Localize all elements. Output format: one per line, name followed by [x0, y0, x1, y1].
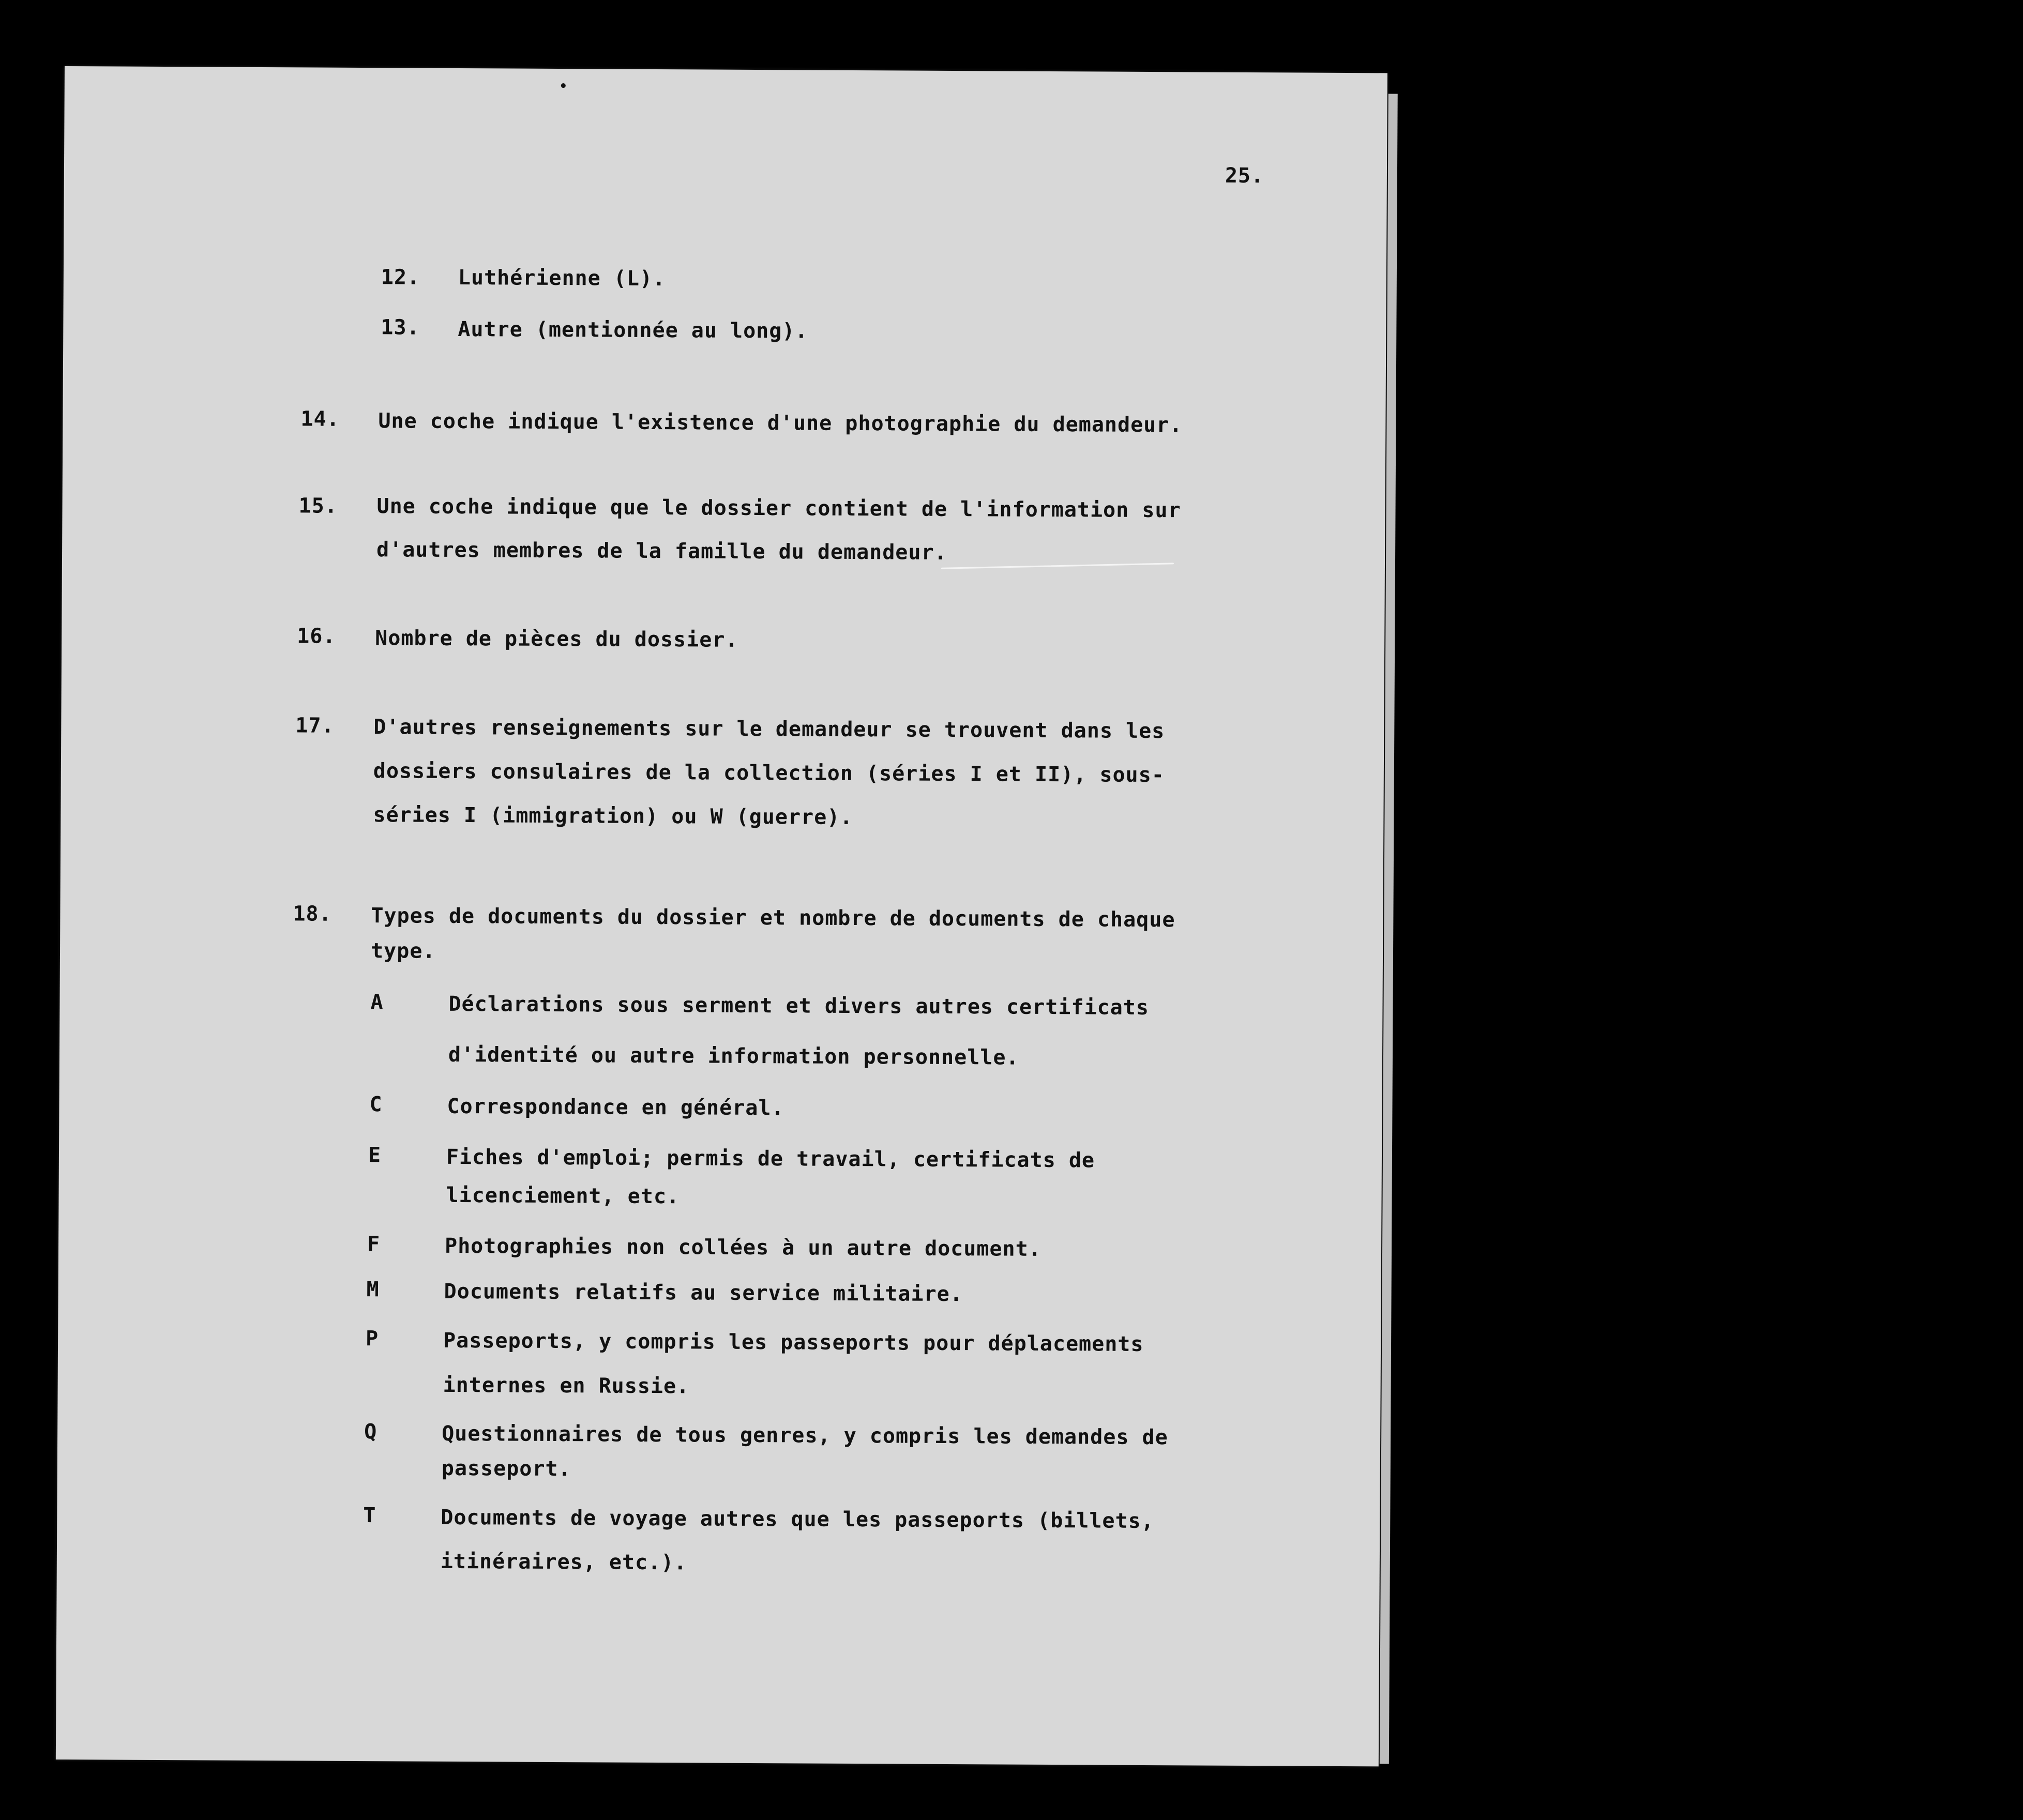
doc-type-text-a-line1: Déclarations sous serment et divers autres certificats	[448, 992, 1150, 1020]
item-text-17-line1: D'autres renseignements sur le demandeur se trouvent dans les	[373, 715, 1165, 744]
doc-type-text-t-line1: Documents de voyage autres que les passeports (billets,	[441, 1505, 1154, 1534]
doc-type-code-a: A	[370, 990, 384, 1014]
item-number-16: 16.	[297, 624, 336, 648]
page-number: 25.	[1225, 163, 1264, 188]
doc-type-text-p-line1: Passeports, y compris les passeports pour déplacements	[443, 1328, 1144, 1356]
item-text-13: Autre (mentionnée au long).	[458, 317, 808, 343]
doc-type-text-p-line2: internes en Russie.	[443, 1373, 690, 1399]
item-text-17-line3: séries I (immigration) ou W (guerre).	[373, 803, 853, 830]
doc-type-code-m: M	[366, 1278, 380, 1302]
doc-type-code-f: F	[367, 1232, 381, 1256]
item-text-18-line1: Types de documents du dossier et nombre de documents de chaque	[371, 904, 1175, 932]
doc-type-code-c: C	[369, 1093, 383, 1117]
item-number-13: 13.	[381, 315, 420, 340]
doc-type-text-m-line1: Documents relatifs au service militaire.	[444, 1279, 963, 1307]
item-text-16: Nombre de pièces du dossier.	[375, 626, 738, 652]
item-text-17-line2: dossiers consulaires de la collection (séries I et II), sous-	[373, 759, 1165, 787]
item-text-12: Luthérienne (L).	[458, 265, 666, 291]
doc-type-text-f-line1: Photographies non collées à un autre document.	[444, 1234, 1041, 1261]
doc-type-text-t-line2: itinéraires, etc.).	[440, 1549, 687, 1575]
doc-type-code-q: Q	[364, 1420, 378, 1444]
doc-type-text-q-line2: passeport.	[441, 1456, 571, 1481]
item-number-12: 12.	[381, 265, 420, 290]
ink-speck	[561, 83, 566, 88]
doc-type-text-a-line2: d'identité ou autre information personnelle.	[448, 1042, 1019, 1070]
doc-type-text-q-line1: Questionnaires de tous genres, y compris les demandes de	[442, 1421, 1168, 1450]
item-number-18: 18.	[293, 902, 332, 926]
doc-type-text-e-line1: Fiches d'emploi; permis de travail, certificats de	[446, 1145, 1095, 1173]
doc-type-text-e-line2: licenciement, etc.	[446, 1183, 680, 1209]
item-number-15: 15.	[298, 494, 338, 518]
doc-type-code-t: T	[363, 1504, 376, 1528]
item-text-15-line2: d'autres membres de la famille du demandeur.	[376, 538, 947, 565]
item-text-15-line1: Une coche indique que le dossier contient de l'information sur	[376, 494, 1181, 523]
scratch-mark	[941, 563, 1174, 569]
doc-type-text-c-line1: Correspondance en général.	[447, 1094, 784, 1120]
item-text-14: Une coche indique l'existence d'une photographie du demandeur.	[378, 409, 1183, 437]
doc-type-code-p: P	[366, 1327, 379, 1351]
item-number-14: 14.	[300, 407, 340, 431]
doc-type-code-e: E	[368, 1143, 382, 1167]
item-number-17: 17.	[295, 714, 335, 738]
item-text-18-line2: type.	[370, 939, 436, 963]
scanned-page	[56, 66, 1387, 1766]
